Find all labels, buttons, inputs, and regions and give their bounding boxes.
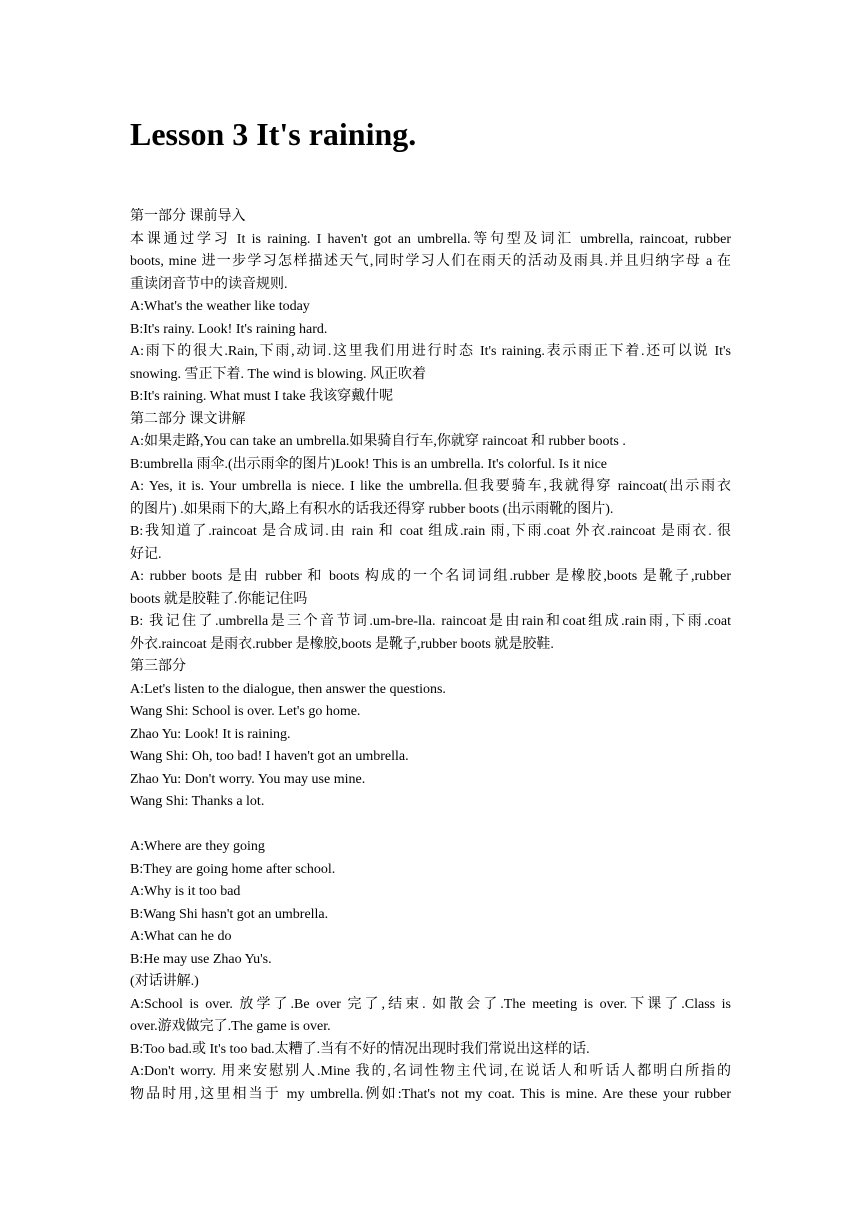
text-line: A: rubber boots 是由 rubber 和 boots 构成的一个名词词组.rubber 是橡胶,boots 是靴子,rubber [130, 569, 731, 584]
text-line: 好记. [130, 546, 162, 562]
text-line: A:如果走路,You can take an umbrella.如果骑自行车,你就穿 raincoat 和 rubber boots . [130, 434, 626, 449]
text-line: B:He may use Zhao Yu's. [130, 951, 272, 967]
text-line: B:我知道了.raincoat 是合成词.由 rain 和 coat 组成.rain 雨,下雨.coat 外衣.raincoat 是雨衣. 很 [130, 524, 731, 539]
text-line: B:They are going home after school. [130, 861, 336, 877]
text-line: 的图片) .如果雨下的大,路上有积水的话我还得穿 rubber boots (出示雨靴的图片). [130, 501, 614, 517]
text-line: B:It's raining. What must I take 我该穿戴什呢 [130, 389, 394, 404]
text-line: Zhao Yu: Look! It is raining. [130, 726, 291, 742]
text-line: A: Yes, it is. Your umbrella is niece. I like the umbrella.但我要骑车,我就得穿 raincoat(出示雨衣 [130, 479, 731, 494]
text-line: A:What's the weather like today [130, 299, 310, 314]
text-line: 本课通过学习 It is raining. I haven't got an umbrella.等句型及词汇 umbrella, raincoat, rubber [130, 231, 731, 247]
text-line: Wang Shi: Oh, too bad! I haven't got an umbrella. [130, 749, 409, 764]
text-line: 第二部分 课文讲解 [130, 411, 246, 427]
text-line: boots 就是胶鞋了.你能记住吗 [130, 591, 308, 607]
text-line: A:What can he do [130, 929, 232, 944]
document-title: Lesson 3 It's raining. [130, 116, 417, 152]
text-line: 重读闭音节中的读音规则. [130, 276, 288, 292]
text-line: (对话讲解.) [130, 974, 199, 989]
text-line: 第一部分 课前导入 [130, 209, 246, 224]
text-line: B: 我记住了.umbrella是三个音节词.um-bre-lla. raincoat是由rain和coat组成.rain雨,下雨.coat [130, 614, 731, 629]
text-line: B:umbrella 雨伞.(出示雨伞的图片)Look! This is an umbrella. It's colorful. Is it nice [130, 456, 608, 472]
text-line: Zhao Yu: Don't worry. You may use mine. [130, 771, 366, 787]
text-line: B:It's rainy. Look! It's raining hard. [130, 321, 328, 337]
text-line: A:Where are they going [130, 839, 265, 854]
text-line: B:Too bad.或 It's too bad.太糟了.当有不好的情况出现时我们常说出这样的话. [130, 1041, 590, 1057]
text-line: 外衣.raincoat 是雨衣.rubber 是橡胶,boots 是靴子,rubber boots 就是胶鞋. [130, 636, 554, 652]
text-line [130, 814, 731, 837]
text-line: A:雨下的很大.Rain,下雨,动词.这里我们用进行时态 It's raining.表示雨正下着.还可以说 It's [130, 344, 731, 359]
text-line: snowing. 雪正下着. The wind is blowing. 风正吹着 [130, 366, 426, 382]
text-line: A:School is over. 放学了.Be over 完了,结束. 如散会了.The meeting is over.下课了.Class is [130, 996, 731, 1012]
text-line: Wang Shi: Thanks a lot. [130, 794, 265, 809]
text-line: A:Why is it too bad [130, 884, 241, 899]
document-body [130, 206, 731, 1106]
text-line: 物品时用,这里相当于 my umbrella.例如:That's not my coat. This is mine. Are these your rubber [130, 1086, 731, 1102]
text-line: 第三部分 [130, 659, 186, 674]
text-line: B:Wang Shi hasn't got an umbrella. [130, 906, 329, 922]
text-line: A:Let's listen to the dialogue, then answer the questions. [130, 681, 446, 697]
text-line: Wang Shi: School is over. Let's go home. [130, 704, 361, 719]
text-line: over.游戏做完了.The game is over. [130, 1019, 331, 1034]
text-line: A:Don't worry. 用来安慰别人.Mine 我的,名词性物主代词,在说话人和听话人都明白所指的 [130, 1064, 731, 1079]
text-line: boots, mine 进一步学习怎样描述天气,同时学习人们在雨天的活动及雨具.并且归纳字母 a 在 [130, 254, 731, 269]
